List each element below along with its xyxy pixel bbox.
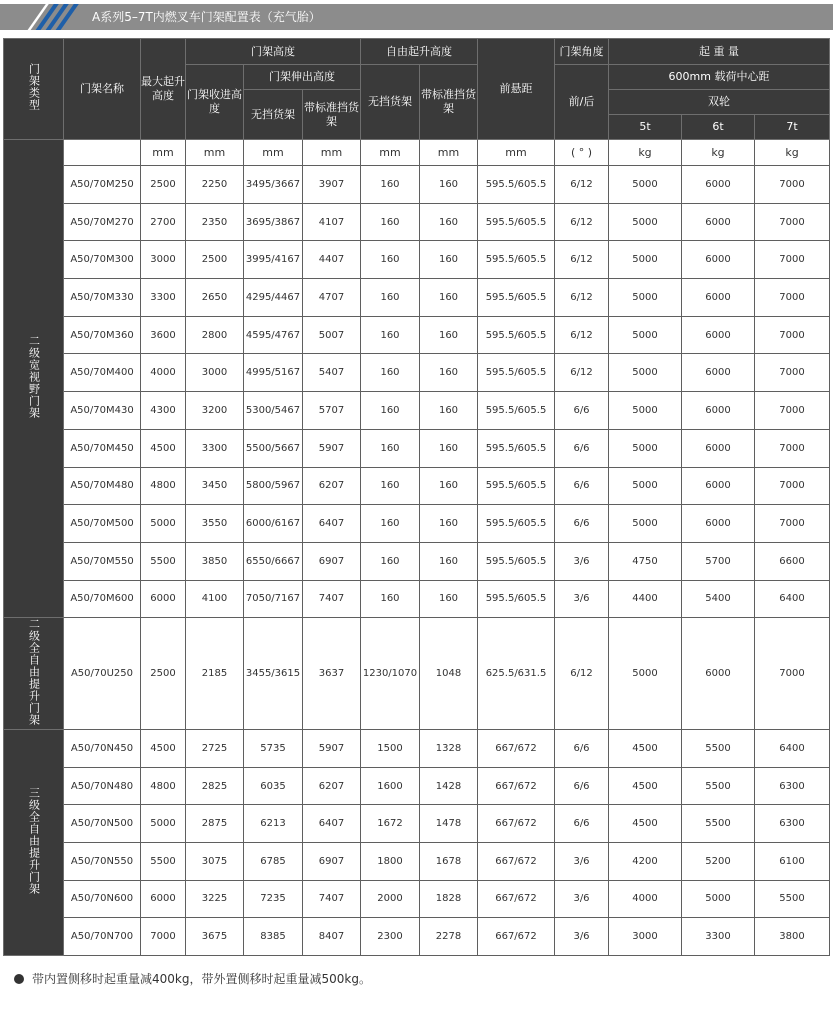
table-cell: 3450 <box>186 467 244 505</box>
table-cell: 2725 <box>186 730 244 768</box>
table-cell: 6/12 <box>555 166 609 204</box>
header-cap-7t: 7t <box>755 115 830 140</box>
mast-type-cell: 二级宽视野门架 <box>4 140 64 618</box>
table-cell: 7235 <box>244 880 303 918</box>
table-cell: 7050/7167 <box>244 580 303 618</box>
header-mast-lowered: 门架收进高度 <box>186 65 244 140</box>
table-cell: 2250 <box>186 166 244 204</box>
mast-name-cell: A50/70M500 <box>64 505 141 543</box>
mast-name-cell: A50/70N550 <box>64 843 141 881</box>
table-cell: 667/672 <box>478 805 555 843</box>
mast-name-cell: A50/70M430 <box>64 392 141 430</box>
table-cell: 160 <box>420 392 478 430</box>
table-cell: 2500 <box>141 166 186 204</box>
table-cell: 7000 <box>755 354 830 392</box>
table-cell: 6/12 <box>555 618 609 730</box>
table-cell: 3/6 <box>555 843 609 881</box>
table-cell: 160 <box>361 580 420 618</box>
bullet-dot-icon <box>14 974 24 984</box>
table-cell: 5500 <box>141 843 186 881</box>
table-cell: 5500 <box>682 805 755 843</box>
table-cell: 1230/1070 <box>361 618 420 730</box>
table-cell: 5000 <box>609 241 682 279</box>
table-cell: 160 <box>420 467 478 505</box>
table-cell: 5300/5467 <box>244 392 303 430</box>
mast-name-cell: A50/70N450 <box>64 730 141 768</box>
table-cell: 160 <box>420 166 478 204</box>
table-cell: 595.5/605.5 <box>478 429 555 467</box>
table-row <box>4 730 830 768</box>
mast-config-table <box>3 38 830 956</box>
table-cell: 6/6 <box>555 467 609 505</box>
table-row <box>4 542 830 580</box>
table-cell: 7000 <box>755 203 830 241</box>
table-cell: 5000 <box>609 316 682 354</box>
table-cell: 3995/4167 <box>244 241 303 279</box>
title-bar <box>0 4 833 30</box>
table-cell: 5500 <box>755 880 830 918</box>
table-cell: 6000 <box>682 241 755 279</box>
table-cell: 595.5/605.5 <box>478 166 555 204</box>
page-title: A系列5–7T内燃叉车门架配置表（充气胎） <box>92 10 321 24</box>
unit-cell: kg <box>755 140 830 166</box>
table-cell: 160 <box>361 505 420 543</box>
header-tilt-sub: 前/后 <box>555 65 609 140</box>
table-body <box>4 140 830 956</box>
header-mast-height: 门架高度 <box>186 39 361 65</box>
table-row <box>4 392 830 430</box>
mast-name-cell: A50/70N500 <box>64 805 141 843</box>
table-cell: 6000 <box>682 166 755 204</box>
table-cell: 4595/4767 <box>244 316 303 354</box>
table-cell: 6400 <box>755 730 830 768</box>
table-cell: 6/6 <box>555 429 609 467</box>
table-cell: 7407 <box>303 580 361 618</box>
header-free-lift: 自由起升高度 <box>361 39 478 65</box>
table-cell: 2650 <box>186 279 244 317</box>
table-cell: 4500 <box>609 730 682 768</box>
table-cell: 5000 <box>141 805 186 843</box>
unit-cell: mm <box>186 140 244 166</box>
mast-name-cell: A50/70M250 <box>64 166 141 204</box>
mast-name-cell: A50/70M300 <box>64 241 141 279</box>
table-cell: 160 <box>361 316 420 354</box>
table-cell: 3695/3867 <box>244 203 303 241</box>
header-mast-name: 门架名称 <box>64 39 141 140</box>
table-cell: 5000 <box>609 279 682 317</box>
table-cell: 6407 <box>303 805 361 843</box>
table-cell: 5500 <box>682 767 755 805</box>
table-cell: 5500/5667 <box>244 429 303 467</box>
table-cell: 5735 <box>244 730 303 768</box>
table-cell: 5200 <box>682 843 755 881</box>
mast-type-cell: 二级全自由提升门架 <box>4 618 64 730</box>
table-cell: 6035 <box>244 767 303 805</box>
table-cell: 2800 <box>186 316 244 354</box>
mast-name-cell: A50/70N600 <box>64 880 141 918</box>
table-cell: 667/672 <box>478 767 555 805</box>
header-mast-type: 门架类型 <box>4 39 64 140</box>
table-cell: 5000 <box>609 505 682 543</box>
table-row <box>4 429 830 467</box>
table-cell: 6000 <box>682 203 755 241</box>
table-cell: 595.5/605.5 <box>478 203 555 241</box>
mast-name-cell: A50/70N700 <box>64 918 141 956</box>
table-cell: 4500 <box>609 805 682 843</box>
table-cell: 2185 <box>186 618 244 730</box>
mast-name-cell: A50/70U250 <box>64 618 141 730</box>
table-cell: 8385 <box>244 918 303 956</box>
table-cell: 160 <box>361 392 420 430</box>
table-cell: 1672 <box>361 805 420 843</box>
table-cell: 6000 <box>141 880 186 918</box>
table-cell: 5400 <box>682 580 755 618</box>
table-cell: 6907 <box>303 542 361 580</box>
table-cell: 6000 <box>682 505 755 543</box>
header-free-no-backrest: 无挡货架 <box>361 65 420 140</box>
table-cell: 7000 <box>755 467 830 505</box>
header-cap-5t: 5t <box>609 115 682 140</box>
table-cell: 5907 <box>303 730 361 768</box>
unit-cell: mm <box>361 140 420 166</box>
table-cell: 5707 <box>303 392 361 430</box>
table-cell: 6/12 <box>555 354 609 392</box>
table-row <box>4 505 830 543</box>
table-cell: 7000 <box>755 279 830 317</box>
footnote-text: 带内置侧移时起重量减400kg，带外置侧移时起重量减500kg。 <box>32 972 371 986</box>
header-ext-std-backrest: 带标准挡货架 <box>303 90 361 140</box>
table-cell: 4750 <box>609 542 682 580</box>
table-cell: 3637 <box>303 618 361 730</box>
table-cell: 5000 <box>609 203 682 241</box>
table-cell: 2500 <box>141 618 186 730</box>
table-cell: 6207 <box>303 467 361 505</box>
header-free-std-backrest: 带标准挡货架 <box>420 65 478 140</box>
mast-name-cell: A50/70M480 <box>64 467 141 505</box>
table-cell: 3200 <box>186 392 244 430</box>
table-cell: 1328 <box>420 730 478 768</box>
header-dual-wheel: 双轮 <box>609 90 830 115</box>
table-cell: 5907 <box>303 429 361 467</box>
mast-name-cell: A50/70M450 <box>64 429 141 467</box>
table-cell: 6600 <box>755 542 830 580</box>
table-header <box>4 39 830 140</box>
unit-cell: mm <box>303 140 361 166</box>
table-cell: 1828 <box>420 880 478 918</box>
mast-name-cell: A50/70M360 <box>64 316 141 354</box>
table-cell: 1428 <box>420 767 478 805</box>
table-cell: 160 <box>361 279 420 317</box>
table-cell: 4100 <box>186 580 244 618</box>
header-cap-6t: 6t <box>682 115 755 140</box>
table-cell: 160 <box>420 429 478 467</box>
table-row <box>4 918 830 956</box>
mast-type-cell: 三级全自由提升门架 <box>4 730 64 956</box>
table-cell: 6000 <box>682 316 755 354</box>
mast-name-cell: A50/70M330 <box>64 279 141 317</box>
unit-cell: kg <box>682 140 755 166</box>
table-cell: 160 <box>361 467 420 505</box>
table-cell: 2278 <box>420 918 478 956</box>
table-cell: 5000 <box>682 880 755 918</box>
table-cell: 3/6 <box>555 542 609 580</box>
table-row <box>4 354 830 392</box>
header-load-center: 600mm 载荷中心距 <box>609 65 830 90</box>
table-cell: 4000 <box>609 880 682 918</box>
table-row <box>4 279 830 317</box>
table-cell: 1478 <box>420 805 478 843</box>
table-cell: 667/672 <box>478 730 555 768</box>
table-cell: 4295/4467 <box>244 279 303 317</box>
table-cell: 6300 <box>755 805 830 843</box>
table-cell: 2875 <box>186 805 244 843</box>
table-cell: 4407 <box>303 241 361 279</box>
table-row <box>4 316 830 354</box>
table-cell: 6407 <box>303 505 361 543</box>
table-cell: 2300 <box>361 918 420 956</box>
table-cell: 3075 <box>186 843 244 881</box>
table-cell: 7000 <box>755 505 830 543</box>
table-cell: 6000 <box>682 429 755 467</box>
table-cell: 4500 <box>141 730 186 768</box>
title-stripe-decoration <box>0 4 80 30</box>
table-cell: 3850 <box>186 542 244 580</box>
table-cell: 5000 <box>609 392 682 430</box>
table-cell: 160 <box>361 429 420 467</box>
table-cell: 6000 <box>682 354 755 392</box>
header-capacity: 起 重 量 <box>609 39 830 65</box>
header-ext-no-backrest: 无挡货架 <box>244 90 303 140</box>
unit-cell <box>64 140 141 166</box>
table-cell: 1600 <box>361 767 420 805</box>
table-cell: 3800 <box>755 918 830 956</box>
table-cell: 3000 <box>186 354 244 392</box>
mast-name-cell: A50/70N480 <box>64 767 141 805</box>
table-cell: 2000 <box>361 880 420 918</box>
table-cell: 7000 <box>141 918 186 956</box>
table-cell: 5007 <box>303 316 361 354</box>
table-cell: 6/6 <box>555 392 609 430</box>
table-cell: 6/12 <box>555 316 609 354</box>
unit-cell: mm <box>420 140 478 166</box>
table-cell: 2700 <box>141 203 186 241</box>
table-cell: 6000 <box>682 618 755 730</box>
mast-name-cell: A50/70M600 <box>64 580 141 618</box>
table-cell: 3300 <box>186 429 244 467</box>
table-cell: 3000 <box>609 918 682 956</box>
table-row <box>4 241 830 279</box>
table-cell: 4300 <box>141 392 186 430</box>
table-cell: 2825 <box>186 767 244 805</box>
table-cell: 1500 <box>361 730 420 768</box>
table-cell: 595.5/605.5 <box>478 580 555 618</box>
table-cell: 6/6 <box>555 730 609 768</box>
table-cell: 4707 <box>303 279 361 317</box>
table-cell: 6/12 <box>555 241 609 279</box>
table-cell: 4500 <box>141 429 186 467</box>
table-cell: 595.5/605.5 <box>478 241 555 279</box>
table-cell: 160 <box>420 316 478 354</box>
table-cell: 3455/3615 <box>244 618 303 730</box>
footnote <box>14 970 371 987</box>
table-cell: 595.5/605.5 <box>478 354 555 392</box>
table-cell: 160 <box>361 542 420 580</box>
table-cell: 6400 <box>755 580 830 618</box>
table-cell: 6000/6167 <box>244 505 303 543</box>
table-cell: 6213 <box>244 805 303 843</box>
table-cell: 7000 <box>755 429 830 467</box>
table-row <box>4 203 830 241</box>
table-cell: 3/6 <box>555 880 609 918</box>
table-cell: 4400 <box>609 580 682 618</box>
table-cell: 5000 <box>609 618 682 730</box>
table-cell: 4995/5167 <box>244 354 303 392</box>
table-row <box>4 580 830 618</box>
table-cell: 6100 <box>755 843 830 881</box>
table-cell: 595.5/605.5 <box>478 505 555 543</box>
header-front-overhang: 前悬距 <box>478 39 555 140</box>
table-cell: 160 <box>420 505 478 543</box>
table-cell: 160 <box>361 241 420 279</box>
table-cell: 595.5/605.5 <box>478 542 555 580</box>
table-row <box>4 767 830 805</box>
unit-row <box>4 140 830 166</box>
table-cell: 667/672 <box>478 843 555 881</box>
unit-cell: mm <box>478 140 555 166</box>
table-cell: 4500 <box>609 767 682 805</box>
table-cell: 667/672 <box>478 918 555 956</box>
table-cell: 6/12 <box>555 279 609 317</box>
table-cell: 3000 <box>141 241 186 279</box>
table-cell: 3495/3667 <box>244 166 303 204</box>
unit-cell: mm <box>244 140 303 166</box>
table-cell: 6785 <box>244 843 303 881</box>
table-cell: 2500 <box>186 241 244 279</box>
mast-config-table-wrapper <box>3 38 829 956</box>
table-cell: 3300 <box>682 918 755 956</box>
table-row <box>4 467 830 505</box>
table-cell: 7000 <box>755 316 830 354</box>
table-cell: 8407 <box>303 918 361 956</box>
table-row <box>4 166 830 204</box>
table-cell: 595.5/605.5 <box>478 279 555 317</box>
table-row <box>4 805 830 843</box>
table-cell: 1048 <box>420 618 478 730</box>
table-cell: 160 <box>420 542 478 580</box>
table-cell: 1800 <box>361 843 420 881</box>
table-cell: 5000 <box>141 505 186 543</box>
table-cell: 6000 <box>682 392 755 430</box>
table-cell: 6207 <box>303 767 361 805</box>
table-cell: 6/6 <box>555 767 609 805</box>
table-cell: 6/12 <box>555 203 609 241</box>
table-cell: 3600 <box>141 316 186 354</box>
table-cell: 5700 <box>682 542 755 580</box>
header-mast-extended: 门架伸出高度 <box>244 65 361 90</box>
header-tilt-angle: 门架角度 <box>555 39 609 65</box>
table-cell: 4800 <box>141 767 186 805</box>
table-cell: 6907 <box>303 843 361 881</box>
table-cell: 667/672 <box>478 880 555 918</box>
header-max-lift: 最大起升高度 <box>141 39 186 140</box>
table-cell: 7000 <box>755 166 830 204</box>
table-cell: 3907 <box>303 166 361 204</box>
unit-cell: kg <box>609 140 682 166</box>
table-cell: 160 <box>420 354 478 392</box>
mast-name-cell: A50/70M550 <box>64 542 141 580</box>
table-cell: 4200 <box>609 843 682 881</box>
table-cell: 160 <box>420 580 478 618</box>
table-cell: 6550/6667 <box>244 542 303 580</box>
mast-name-cell: A50/70M400 <box>64 354 141 392</box>
table-cell: 5000 <box>609 429 682 467</box>
table-cell: 3550 <box>186 505 244 543</box>
table-cell: 5407 <box>303 354 361 392</box>
mast-name-cell: A50/70M270 <box>64 203 141 241</box>
table-cell: 2350 <box>186 203 244 241</box>
table-cell: 7000 <box>755 241 830 279</box>
table-cell: 3300 <box>141 279 186 317</box>
table-cell: 5000 <box>609 166 682 204</box>
table-cell: 4107 <box>303 203 361 241</box>
table-cell: 3675 <box>186 918 244 956</box>
table-cell: 160 <box>420 279 478 317</box>
table-cell: 160 <box>361 354 420 392</box>
table-cell: 7407 <box>303 880 361 918</box>
table-cell: 4800 <box>141 467 186 505</box>
table-cell: 160 <box>420 241 478 279</box>
table-cell: 5800/5967 <box>244 467 303 505</box>
table-row <box>4 880 830 918</box>
table-cell: 1678 <box>420 843 478 881</box>
table-cell: 5500 <box>682 730 755 768</box>
unit-cell: mm <box>141 140 186 166</box>
table-cell: 5000 <box>609 467 682 505</box>
table-cell: 6/6 <box>555 505 609 543</box>
unit-cell: ( ° ) <box>555 140 609 166</box>
table-cell: 6/6 <box>555 805 609 843</box>
table-cell: 160 <box>420 203 478 241</box>
table-cell: 7000 <box>755 618 830 730</box>
table-cell: 595.5/605.5 <box>478 392 555 430</box>
table-cell: 7000 <box>755 392 830 430</box>
table-cell: 595.5/605.5 <box>478 467 555 505</box>
table-cell: 6300 <box>755 767 830 805</box>
table-cell: 3225 <box>186 880 244 918</box>
table-cell: 5000 <box>609 354 682 392</box>
table-cell: 6000 <box>682 467 755 505</box>
table-cell: 6000 <box>141 580 186 618</box>
table-cell: 595.5/605.5 <box>478 316 555 354</box>
table-cell: 5500 <box>141 542 186 580</box>
table-cell: 4000 <box>141 354 186 392</box>
table-cell: 160 <box>361 203 420 241</box>
table-cell: 3/6 <box>555 918 609 956</box>
table-row <box>4 618 830 730</box>
table-cell: 625.5/631.5 <box>478 618 555 730</box>
table-cell: 3/6 <box>555 580 609 618</box>
table-cell: 6000 <box>682 279 755 317</box>
table-row <box>4 843 830 881</box>
table-cell: 160 <box>361 166 420 204</box>
